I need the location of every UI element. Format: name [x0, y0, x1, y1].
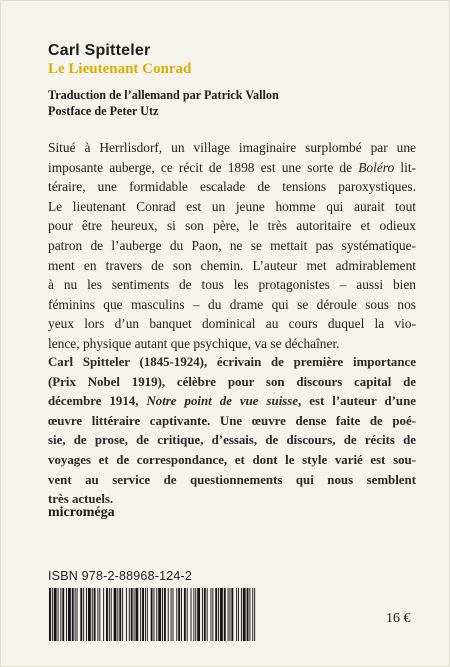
text-segment: à nu les sentiments de tous les protagonistes – aussi bien: [48, 277, 416, 293]
text-segment: imposante auberge, ce récit de 1898 est une sorte de: [48, 159, 359, 175]
barcode-bar: [75, 588, 76, 641]
barcode-bar: [171, 588, 172, 641]
barcode-bar: [129, 588, 130, 641]
text-line: [48, 197, 416, 217]
barcode-bar: [111, 588, 112, 641]
text-segment: lence, physique autant que psychique, va se déchaîner.: [48, 335, 340, 351]
text-segment: Situé à Herrlisdorf, un village imaginaire surplombé par une: [48, 140, 416, 155]
barcode-bar: [176, 588, 177, 641]
publisher-name: microméga: [48, 505, 115, 520]
barcode-bar: [54, 588, 57, 641]
barcode-bar: [134, 588, 135, 641]
barcode-bar: [236, 588, 237, 641]
barcode-bar: [231, 588, 233, 641]
barcode-bar: [228, 588, 229, 641]
barcode-bar: [158, 588, 161, 641]
text-segment: (Prix Nobel 1919), célèbre pour son discours capital de: [48, 374, 416, 389]
text-line: [48, 295, 416, 315]
text-line: [48, 353, 416, 373]
barcode-bar: [147, 588, 148, 641]
text-line: [48, 216, 416, 236]
barcode-bar: [140, 588, 141, 641]
barcode-bar: [83, 588, 84, 641]
barcode-bar: [218, 588, 219, 641]
book-title: Le Lieutenant Conrad: [48, 61, 192, 77]
barcode-bar: [173, 588, 174, 641]
text-segment: œuvre littéraire captivante. Une œuvre dense faite de poé-: [48, 413, 416, 428]
barcode-bar: [224, 588, 226, 641]
barcode-bar: [86, 588, 87, 641]
text-segment: féminins que masculins – du drame qui se déroule sous nos: [48, 296, 416, 312]
cover-header: [48, 41, 418, 119]
barcode-bar: [131, 588, 133, 641]
text-line: [48, 451, 416, 471]
text-segment: voyages et de correspondance, et dont le style varié est sou-: [48, 452, 416, 467]
barcode-bar: [202, 588, 203, 641]
barcode-bar: [99, 588, 100, 641]
barcode-bar: [215, 588, 217, 641]
text-line: [48, 392, 416, 412]
barcode-bar: [252, 588, 253, 641]
barcode-bar: [122, 588, 123, 641]
barcode-bar: [207, 588, 208, 641]
barcode-bar: [164, 588, 166, 641]
text-segment: patron de l’auberge du Paon, ne se mettait pas systématique-: [48, 237, 416, 253]
text-line: [48, 412, 416, 432]
barcode-bar: [220, 588, 223, 641]
barcode-bar: [181, 588, 182, 641]
barcode-bar: [77, 588, 78, 641]
text-segment: ment en travers de son chemin. L’auteur met admirablement: [48, 257, 416, 273]
text-segment: Carl Spitteler (1845-1924), écrivain de première importance: [48, 355, 416, 369]
barcode-bar: [230, 588, 231, 641]
barcode-bar: [62, 588, 64, 641]
text-line: [48, 236, 416, 256]
text-segment: très actuels.: [48, 492, 114, 507]
barcode-bar: [249, 588, 250, 641]
barcode-bar: [178, 588, 180, 641]
text-line: [48, 471, 416, 491]
author-bio-paragraph: [48, 353, 416, 510]
barcode-bar: [92, 588, 93, 641]
barcode-bar: [114, 588, 117, 641]
text-line: [48, 373, 416, 393]
barcode-bar: [211, 588, 212, 641]
barcode-bar: [58, 588, 59, 641]
barcode: [48, 588, 258, 641]
barcode-bar: [241, 588, 242, 641]
barcode-bar: [103, 588, 104, 641]
text-segment: pour être heureux, si son père, le très autoritaire et odieux: [48, 218, 416, 234]
barcode-bar: [187, 588, 188, 641]
text-segment: vent au service de questionnements qui nous semblent: [48, 472, 416, 487]
barcode-bar: [142, 588, 144, 641]
barcode-bar: [184, 588, 186, 641]
barcode-bar: [119, 588, 121, 641]
barcode-bar: [254, 588, 255, 641]
barcode-bar: [109, 588, 110, 641]
barcode-bar: [72, 588, 74, 641]
text-line: [48, 275, 416, 295]
isbn-text: ISBN 978-2-88968-124-2: [48, 569, 193, 583]
barcode-bar: [49, 588, 51, 641]
barcode-bar: [168, 588, 169, 641]
text-line: [48, 334, 416, 354]
barcode-bar: [204, 588, 206, 641]
barcode-bar: [162, 588, 163, 641]
italic-title: Boléro: [358, 159, 395, 175]
barcode-bar: [135, 588, 138, 641]
barcode-bar: [197, 588, 200, 641]
barcode-bar: [68, 588, 71, 641]
barcode-bar: [193, 588, 194, 641]
italic-title: Notre point de vue suisse: [146, 394, 299, 409]
price: 16 €: [386, 611, 411, 626]
barcode-bar: [60, 588, 61, 641]
barcode-bar: [151, 588, 153, 641]
barcode-bar: [126, 588, 127, 641]
text-segment: lit-: [394, 159, 416, 175]
text-segment: décembre 1914,: [48, 394, 147, 409]
text-line: [48, 431, 416, 451]
text-segment: sie, de prose, de critique, d’essais, de discours, de récits de: [48, 433, 416, 448]
text-segment: Le lieutenant Conrad est un jeune homme qui aurait tout: [48, 198, 416, 214]
blurb-paragraph: [48, 138, 416, 354]
barcode-bar: [66, 588, 67, 641]
text-line: [48, 256, 416, 276]
text-segment: téraire, une formidable escalade de tensions paroxystiques.: [48, 179, 416, 195]
barcode-bar: [212, 588, 213, 641]
text-line: [48, 314, 416, 334]
text-segment: yeux lors d’un banquet dominical au cours duquel la vio-: [48, 316, 416, 332]
barcode-bar: [94, 588, 96, 641]
text-segment: , est l’auteur d’une: [298, 394, 416, 409]
credits: [48, 87, 418, 119]
barcode-bar: [117, 588, 118, 641]
barcode-bar: [238, 588, 239, 641]
author-name: Carl Spitteler: [48, 42, 151, 59]
text-line: [48, 138, 416, 158]
text-line: [48, 177, 416, 197]
barcode-bar: [154, 588, 155, 641]
barcode-bar: [97, 588, 98, 641]
barcode-bar: [195, 588, 196, 641]
postface-credit: Postface de Peter Utz: [48, 104, 159, 118]
text-line: [48, 158, 416, 178]
barcode-bar: [52, 588, 53, 641]
barcode-bar: [80, 588, 82, 641]
barcode-bar: [88, 588, 91, 641]
barcode-bar: [243, 588, 246, 641]
translation-credit: Traduction de l’allemand par Patrick Vallon: [48, 88, 279, 102]
barcode-bar: [191, 588, 192, 641]
barcode-bar: [106, 588, 108, 641]
barcode-bar: [145, 588, 146, 641]
barcode-bar: [247, 588, 249, 641]
barcode-bar: [156, 588, 157, 641]
